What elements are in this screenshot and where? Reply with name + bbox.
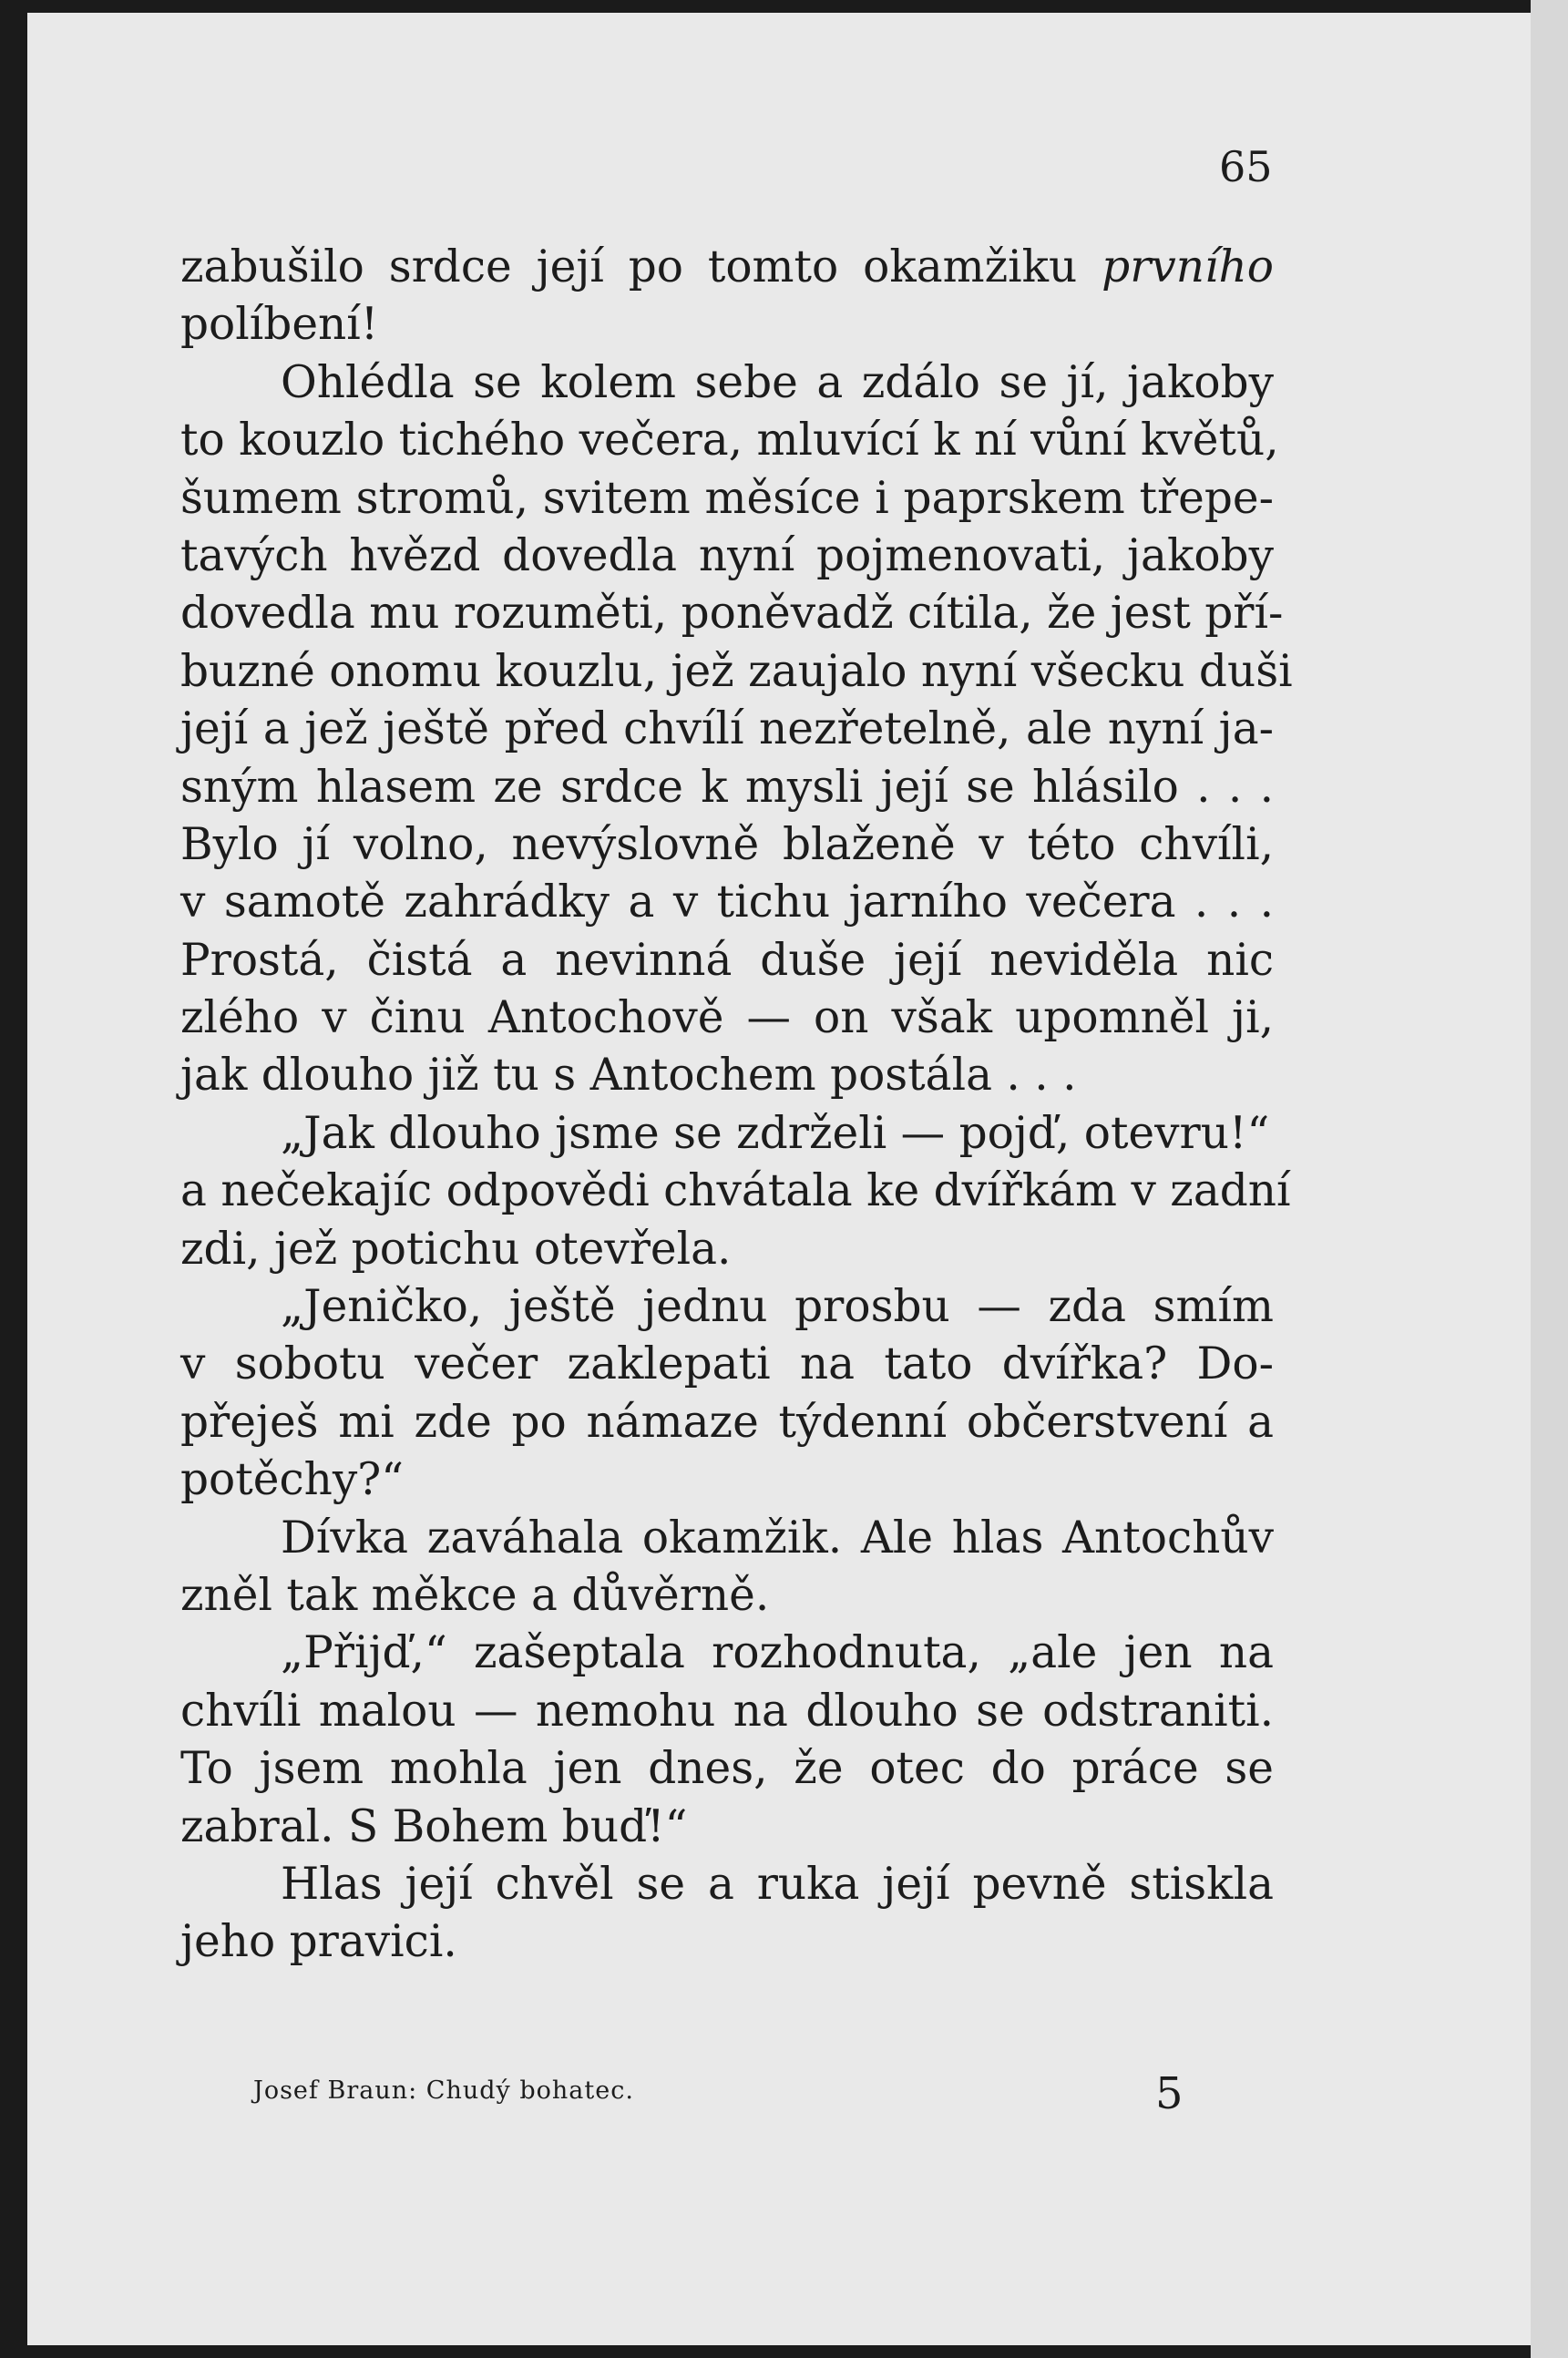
text-line-15: jak dlouho již tu s Antochem postála . . .: [180, 1050, 1077, 1102]
text-line-9: její a jež ještě před chvílí nezřetelně, ale nyní ja-: [180, 703, 1274, 755]
text-line-11: Bylo jí volno, nevýslovně blaženě v této chvíli,: [180, 818, 1274, 870]
page-number: 65: [1219, 142, 1273, 191]
text-line-27: To jsem mohla jen dnes, že otec do práce se: [180, 1743, 1274, 1795]
signature-number: 5: [1155, 2068, 1184, 2119]
text-line-22: potěchy?“: [180, 1454, 405, 1506]
signature-footer: Josef Braun: Chudý bohatec.: [253, 2076, 634, 2105]
text-line-1: zabušilo srdce její po tomto okamžiku prvního: [180, 241, 1274, 292]
text-line-4: to kouzlo tichého večera, mluvící k ní vůní květů,: [180, 415, 1279, 466]
text-line-6: tavých hvězd dovedla nyní pojmenovati, jakoby: [180, 529, 1274, 581]
text-line-20: v sobotu večer zaklepati na tato dvířka? Do-: [180, 1338, 1274, 1390]
text-line-7: dovedla mu rozuměti, poněvadž cítila, že jest pří-: [180, 588, 1284, 640]
text-line-19: „Jeničko, ještě jednu prosbu — zda smím: [281, 1281, 1274, 1333]
text-line-28: zabral. S Bohem buď!“: [180, 1800, 688, 1852]
text-line-12: v samotě zahrádky a v tichu jarního večera . . .: [180, 877, 1274, 928]
text-line-16: „Jak dlouho jsme se zdrželi — pojď, otevru!“: [281, 1107, 1270, 1159]
text-line-24: zněl tak měkce a důvěrně.: [180, 1569, 770, 1621]
text-line-10: sným hlasem ze srdce k mysli její se hlásilo . . .: [180, 761, 1274, 813]
text-line-23: Dívka zaváhala okamžik. Ale hlas Antochův: [281, 1512, 1274, 1563]
text-line-30: jeho pravici.: [180, 1916, 457, 1968]
text-line-5: šumem stromů, svitem měsíce i paprskem třepe-: [180, 472, 1274, 524]
text-line-18: zdi, jež potichu otevřela.: [180, 1223, 732, 1275]
text-line-2: políbení!: [180, 299, 379, 351]
text-line-26: chvíli malou — nemohu na dlouho se odstraniti.: [180, 1685, 1274, 1737]
text-line-13: Prostá, čistá a nevinná duše její neviděla nic: [180, 934, 1274, 986]
page-edge: [1531, 0, 1568, 2358]
body-text: [180, 239, 1293, 1972]
text-line-21: přeješ mi zde po námaze týdenní občerstvení a: [180, 1396, 1274, 1448]
text-line-29: Hlas její chvěl se a ruka její pevně stiskla: [281, 1858, 1274, 1910]
text-line-14: zlého v činu Antochově — on však upomněl ji,: [180, 992, 1274, 1044]
text-line-25: „Přijď,“ zašeptala rozhodnuta, „ale jen na: [281, 1627, 1274, 1679]
italic-word: prvního: [1102, 241, 1274, 292]
text-line-3: Ohlédla se kolem sebe a zdálo se jí, jakoby: [281, 356, 1274, 408]
text-line-8: buzné onomu kouzlu, jež zaujalo nyní všecku duši: [180, 645, 1293, 697]
text-line-17: a nečekajíc odpovědi chvátala ke dvířkám v zadní: [180, 1165, 1291, 1217]
